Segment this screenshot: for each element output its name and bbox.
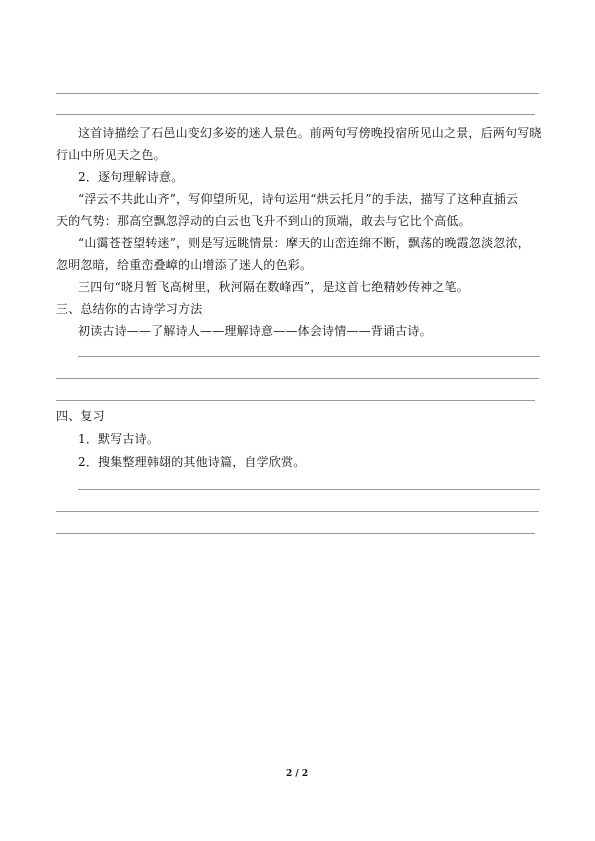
answer-line bbox=[56, 93, 539, 94]
paragraph-line: 三四句“晓月暂飞高树里，秋河隔在数峰西”，是这首七绝精妙传神之笔。 bbox=[78, 280, 469, 294]
answer-line bbox=[56, 378, 539, 379]
paragraph-line: “山霭苍苍望转迷”，则是写远眺情景：摩天的山峦连绵不断，飘荡的晚霞忽淡忽浓， bbox=[78, 236, 530, 250]
paragraph-line: 行山中所见天之色。 bbox=[56, 148, 166, 162]
answer-line bbox=[56, 114, 535, 115]
paragraph-line: 天的气势：那高空飘忽浮动的白云也飞升不到山的顶端，敢去与它比个高低。 bbox=[56, 214, 471, 228]
paragraph-line: 初读古诗——了解诗人——理解诗意——体会诗情——背诵古诗。 bbox=[78, 324, 432, 338]
answer-line bbox=[78, 489, 540, 490]
answer-line bbox=[78, 356, 540, 357]
section-heading: 四、复习 bbox=[56, 409, 105, 423]
answer-line bbox=[56, 533, 535, 534]
answer-line bbox=[56, 511, 539, 512]
list-item: 1．默写古诗。 bbox=[78, 432, 160, 446]
answer-line bbox=[56, 400, 535, 401]
paragraph-line: 忽明忽暗，给重峦叠嶂的山增添了迷人的色彩。 bbox=[56, 258, 313, 272]
section-heading: 三、总结你的古诗学习方法 bbox=[56, 302, 203, 316]
list-item: 2．逐句理解诗意。 bbox=[78, 170, 184, 184]
paragraph-line: “浮云不共此山齐”，写仰望所见，诗句运用“烘云托月”的手法，描写了这种直插云 bbox=[78, 192, 519, 206]
paragraph-line: 这首诗描绘了石邑山变幻多姿的迷人景色。前两句写傍晚投宿所见山之景，后两句写晓 bbox=[78, 126, 542, 140]
list-item: 2．搜集整理韩翃的其他诗篇，自学欣赏。 bbox=[78, 455, 306, 469]
page-number: 2 / 2 bbox=[286, 769, 309, 779]
